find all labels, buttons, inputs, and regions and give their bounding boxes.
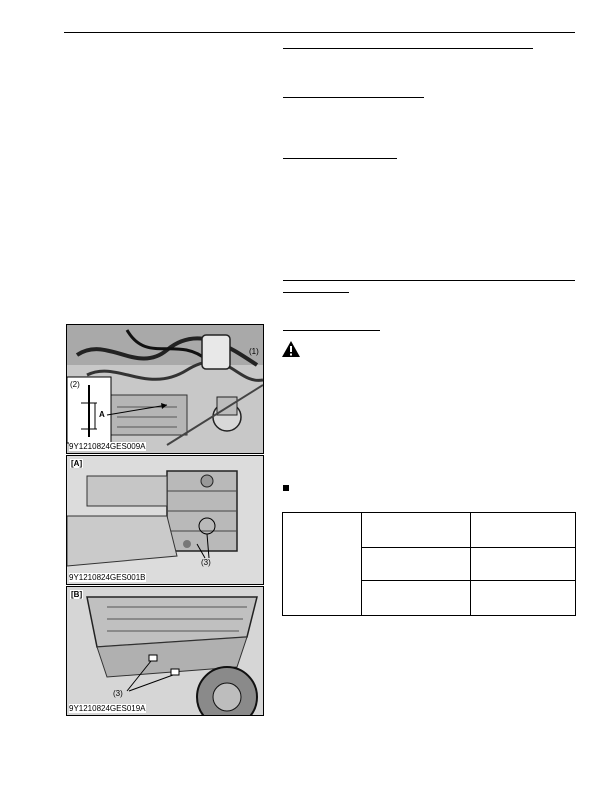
- figure-view-a: [66, 455, 264, 585]
- callout-3-view-b: (3): [113, 689, 123, 698]
- figure-id-label: 9Y1210824GES001B: [69, 573, 146, 582]
- square-bullet-icon: [283, 485, 289, 491]
- spec-table-cell: [362, 581, 471, 616]
- header-rule: [64, 32, 575, 33]
- spec-table-cell: [362, 548, 471, 581]
- section-heading-rule-5: [283, 292, 349, 293]
- figure-view-b-illustration: [67, 587, 263, 715]
- figure-view-a-illustration: [67, 456, 263, 584]
- spec-table-cell: [471, 513, 576, 548]
- spec-table-cell: [283, 513, 362, 616]
- callout-2: (2): [70, 380, 80, 389]
- warning-triangle-icon: [281, 340, 301, 358]
- callout-3-view-a: (3): [201, 558, 211, 567]
- section-heading-rule-3: [283, 158, 397, 159]
- figure-engine-compartment: [66, 324, 264, 454]
- spec-table-cell: [471, 548, 576, 581]
- section-heading-rule-6: [283, 330, 380, 331]
- spec-table-cell: [362, 513, 471, 548]
- figure-id-label: 9Y1210824GES009A: [69, 442, 146, 451]
- figure-view-b: [66, 586, 264, 716]
- section-heading-rule-1: [283, 48, 533, 49]
- figure-engine-illustration: [67, 325, 263, 453]
- view-label-a: [A]: [71, 459, 83, 468]
- section-heading-rule-4: [283, 280, 575, 281]
- callout-1: (1): [249, 347, 259, 356]
- section-heading-rule-2: [283, 97, 424, 98]
- callout-a: A: [99, 410, 105, 419]
- view-label-b: [B]: [71, 590, 83, 599]
- spec-table: [282, 512, 576, 616]
- figure-id-label: 9Y1210824GES019A: [69, 704, 146, 713]
- spec-table-cell: [471, 581, 576, 616]
